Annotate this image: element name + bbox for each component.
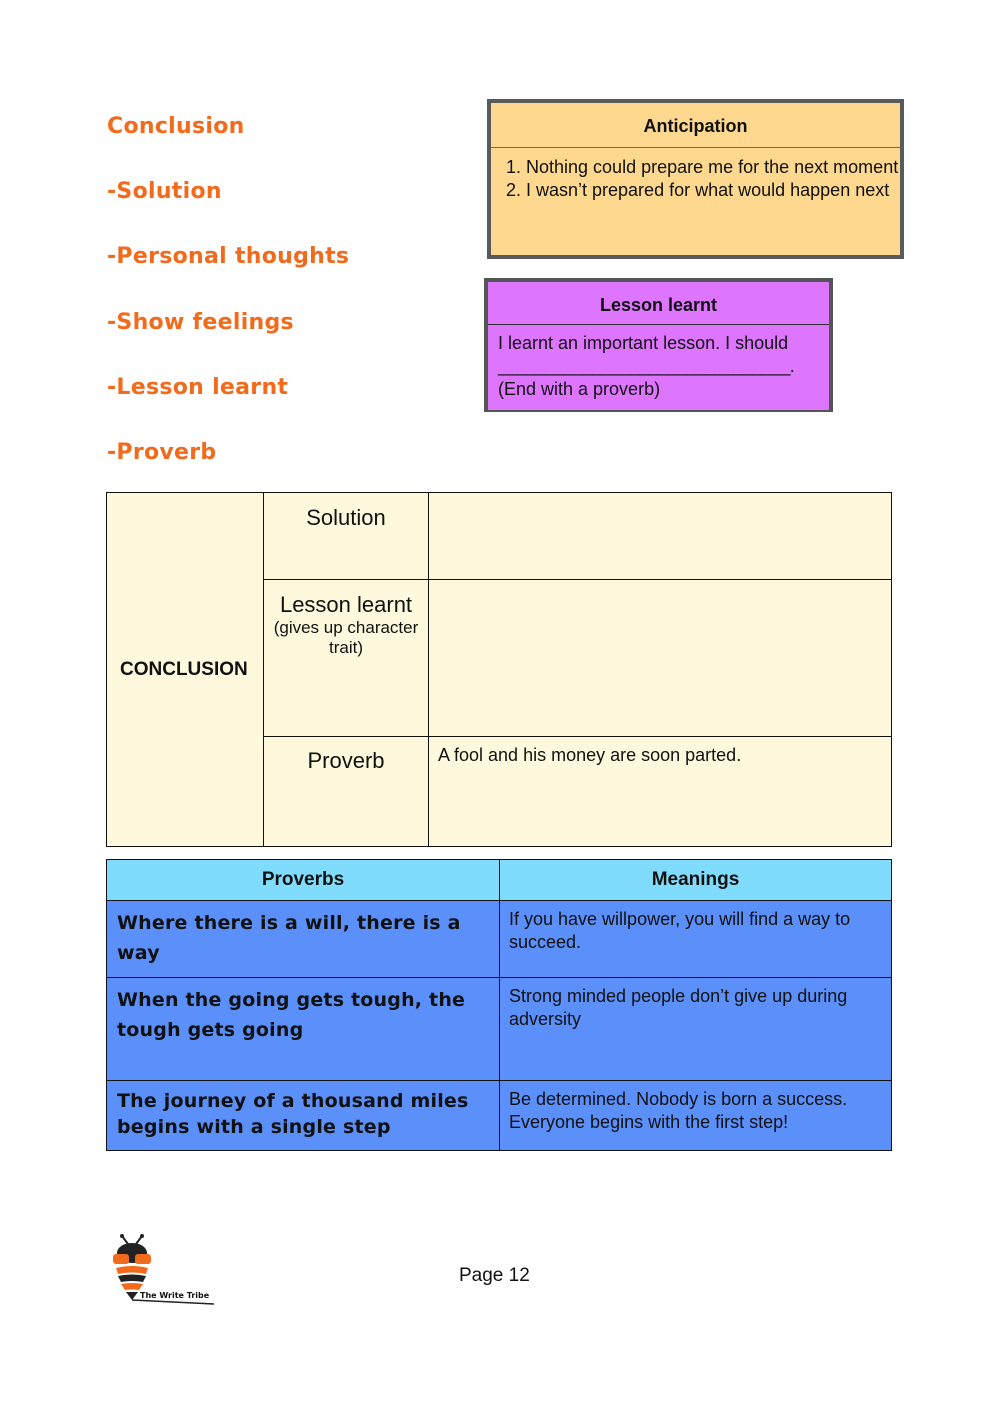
proverb-label: Proverb — [307, 748, 385, 773]
write-tribe-logo — [106, 1234, 216, 1308]
outline-lesson-learnt: -Lesson learnt — [107, 375, 289, 400]
outline-proverb: -Proverb — [107, 440, 217, 465]
solution-label: Solution — [306, 505, 386, 530]
meaning-cell: Strong minded people don’t give up during adversity — [500, 978, 892, 1081]
solution-label-cell — [264, 493, 429, 580]
lesson-learnt-title: Lesson learnt — [488, 282, 829, 325]
logo-text: The Write Tribe — [140, 1291, 210, 1300]
proverb-answer-cell[interactable]: A fool and his money are soon parted. — [429, 737, 892, 847]
conclusion-label: CONCLUSION — [107, 493, 264, 847]
anticipation-list — [491, 156, 900, 202]
table-header-row — [107, 860, 892, 901]
table-row — [107, 1081, 892, 1151]
proverbs-table — [106, 859, 892, 1151]
anticipation-box — [487, 99, 904, 259]
outline-solution: -Solution — [107, 179, 222, 204]
meaning-cell: If you have willpower, you will find a way to succeed. — [500, 901, 892, 978]
anticipation-item: 1. Nothing could prepare me for the next moment — [526, 156, 900, 179]
page-number: Page 12 — [459, 1265, 530, 1286]
anticipation-item: 2. I wasn’t prepared for what would happen next — [526, 179, 900, 202]
table-row — [107, 901, 892, 978]
table-row — [107, 978, 892, 1081]
table-row — [107, 493, 892, 580]
lesson-learnt-hint: (End with a proverb) — [498, 379, 661, 399]
lesson-learnt-sublabel: (gives up character trait) — [273, 618, 419, 657]
meaning-cell: Be determined. Nobody is born a success. Everyone begins with the first step! — [500, 1081, 892, 1151]
lesson-label-cell — [264, 580, 429, 737]
lesson-learnt-line: I learnt an important lesson. I should — [498, 333, 789, 353]
anticipation-title: Anticipation — [491, 103, 900, 148]
lesson-learnt-blank[interactable]: _______________________________. — [498, 356, 795, 376]
proverb-cell: The journey of a thousand miles begins with a single step — [107, 1081, 500, 1151]
lesson-learnt-body — [488, 325, 829, 401]
solution-answer-cell[interactable] — [429, 493, 892, 580]
outline-conclusion: Conclusion — [107, 114, 245, 139]
conclusion-table — [106, 492, 892, 847]
proverb-cell: When the going gets tough, the tough gets going — [107, 978, 500, 1081]
lesson-answer-cell[interactable] — [429, 580, 892, 737]
lesson-learnt-box — [484, 278, 833, 412]
outline-personal-thoughts: -Personal thoughts — [107, 244, 350, 269]
outline-show-feelings: -Show feelings — [107, 310, 294, 335]
proverb-label-cell — [264, 737, 429, 847]
lesson-learnt-label: Lesson learnt — [279, 592, 413, 617]
proverbs-header: Proverbs — [107, 860, 500, 901]
meanings-header: Meanings — [500, 860, 892, 901]
proverb-cell: Where there is a will, there is a way — [107, 901, 500, 978]
